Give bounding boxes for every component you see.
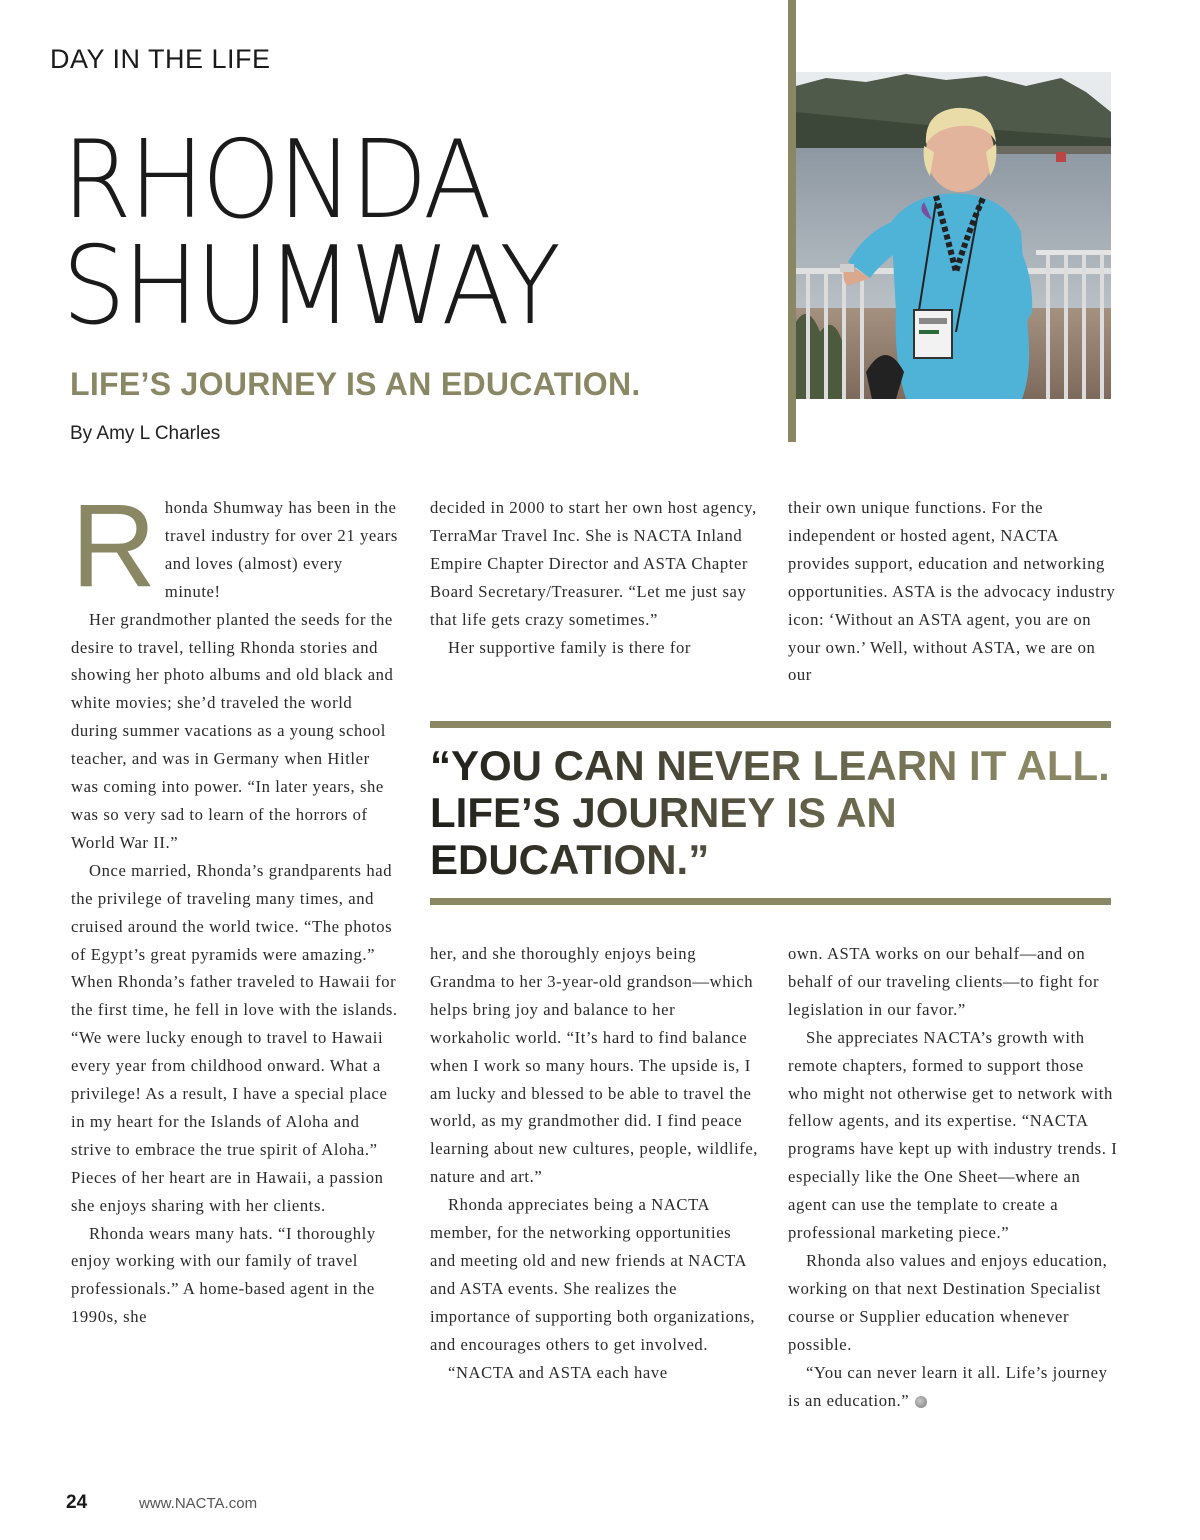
- article-paragraph: Rhonda appreciates being a NACTA member, for the networking opportunities and meeting old and new friends at NACTA and ASTA events. She realizes the importance of supporting both organizations, and encourages others to get involved.: [430, 1195, 756, 1354]
- article-paragraph: own. ASTA works on our behalf—and on behalf of our traveling clients—to fight for legislation in our favor.”: [788, 944, 1100, 1019]
- article-paragraph: Rhonda Shumway has been in the travel industry for over 21 years and loves (almost) every minute!: [71, 480, 398, 612]
- section-label: DAY IN THE LIFE: [50, 44, 271, 74]
- article-column-3-top: [788, 494, 1118, 689]
- article-paragraph: her, and she thoroughly enjoys being Grandma to her 3-year-old grandson—which helps bring joy and balance to her workaholic world. “It’s hard to find balance when I work so many hours. The upside is, I am lucky and blessed to be able to travel the world, as my grandmother did. I find peace learning about new cultures, people, wildlife, nature and art.”: [430, 944, 759, 1187]
- article-column-2-bottom: [430, 940, 760, 1387]
- article-paragraph: decided in 2000 to start her own host agency, TerraMar Travel Inc. She is NACTA Inland Empire Chapter Director and ASTA Chapter Board Secretary/Treasurer. “Let me just say that life gets crazy sometimes.”: [430, 498, 757, 629]
- pullquote-rule-top: [430, 721, 1111, 728]
- headline-line-1: RHONDA: [62, 118, 490, 243]
- byline: By Amy L Charles: [70, 423, 221, 444]
- article-paragraph: Rhonda wears many hats. “I thoroughly enjoy working with our family of travel professionals.” A home-based agent in the 1990s, she: [71, 1223, 376, 1327]
- article-paragraph: Rhonda also values and enjoys education, working on that next Destination Specialist course or Supplier education whenever possible.: [788, 1250, 1108, 1354]
- portrait-photo-icon: [796, 72, 1111, 399]
- pullquote: “YOU CAN NEVER LEARN IT ALL. LIFE’S JOURNEY IS AN EDUCATION.”: [430, 742, 1120, 883]
- article-paragraph: Her supportive family is there for: [448, 637, 691, 657]
- portrait-photo: [796, 72, 1111, 399]
- article-paragraph: “You can never learn it all. Life’s journey is an education.”: [788, 1362, 1108, 1410]
- headline-line-2: SHUMWAY: [62, 224, 559, 349]
- page-number: 24: [66, 1492, 88, 1513]
- drop-cap: R: [71, 480, 157, 612]
- article-column-3-bottom: [788, 940, 1118, 1414]
- article-column-1: [71, 480, 401, 1331]
- article-column-2-top: [430, 494, 760, 661]
- end-mark-icon: [915, 1396, 927, 1408]
- article-paragraph: “NACTA and ASTA each have: [448, 1362, 668, 1382]
- article-paragraph: their own unique functions. For the independent or hosted agent, NACTA provides support, education and networking opportunities. ASTA is the advocacy industry icon: ‘Without an ASTA agent, you are on your own.’ Well, without ASTA, we are on our: [788, 498, 1116, 685]
- website-link[interactable]: www.NACTA.com: [139, 1495, 258, 1512]
- vertical-accent-rule: [788, 0, 796, 442]
- article-paragraph: She appreciates NACTA’s growth with remote chapters, formed to support those who might not otherwise get to network with fellow agents, and its expertise. “NACTA programs have kept up with industry trends. I especially like the One Sheet—where an agent can use the template to create a professional marketing piece.”: [788, 1027, 1118, 1243]
- article-headline: [62, 118, 713, 349]
- article-paragraph: Once married, Rhonda’s grandparents had the privilege of traveling many times, and cruised around the world twice. “The photos of Egypt’s great pyramids were amazing.” When Rhonda’s father traveled to Hawaii for the first time, he fell in love with the islands. “We were lucky enough to travel to Hawaii every year from childhood onward. What a privilege! As a result, I have a special place in my heart for the Islands of Aloha and strive to embrace the true spirit of Aloha.” Pieces of her heart are in Hawaii, a passion she enjoys sharing with her clients.: [71, 860, 398, 1215]
- article-paragraph: Her grandmother planted the seeds for the desire to travel, telling Rhonda stories and showing her photo albums and old black and white movies; she’d traveled the world during summer vacations as a young school teacher, and was in Germany when Hitler was coming into power. “In later years, she was so very sad to learn of the horrors of World War II.”: [71, 609, 394, 852]
- pullquote-rule-bottom: [430, 898, 1111, 905]
- article-deck: LIFE’S JOURNEY IS AN EDUCATION.: [70, 366, 641, 402]
